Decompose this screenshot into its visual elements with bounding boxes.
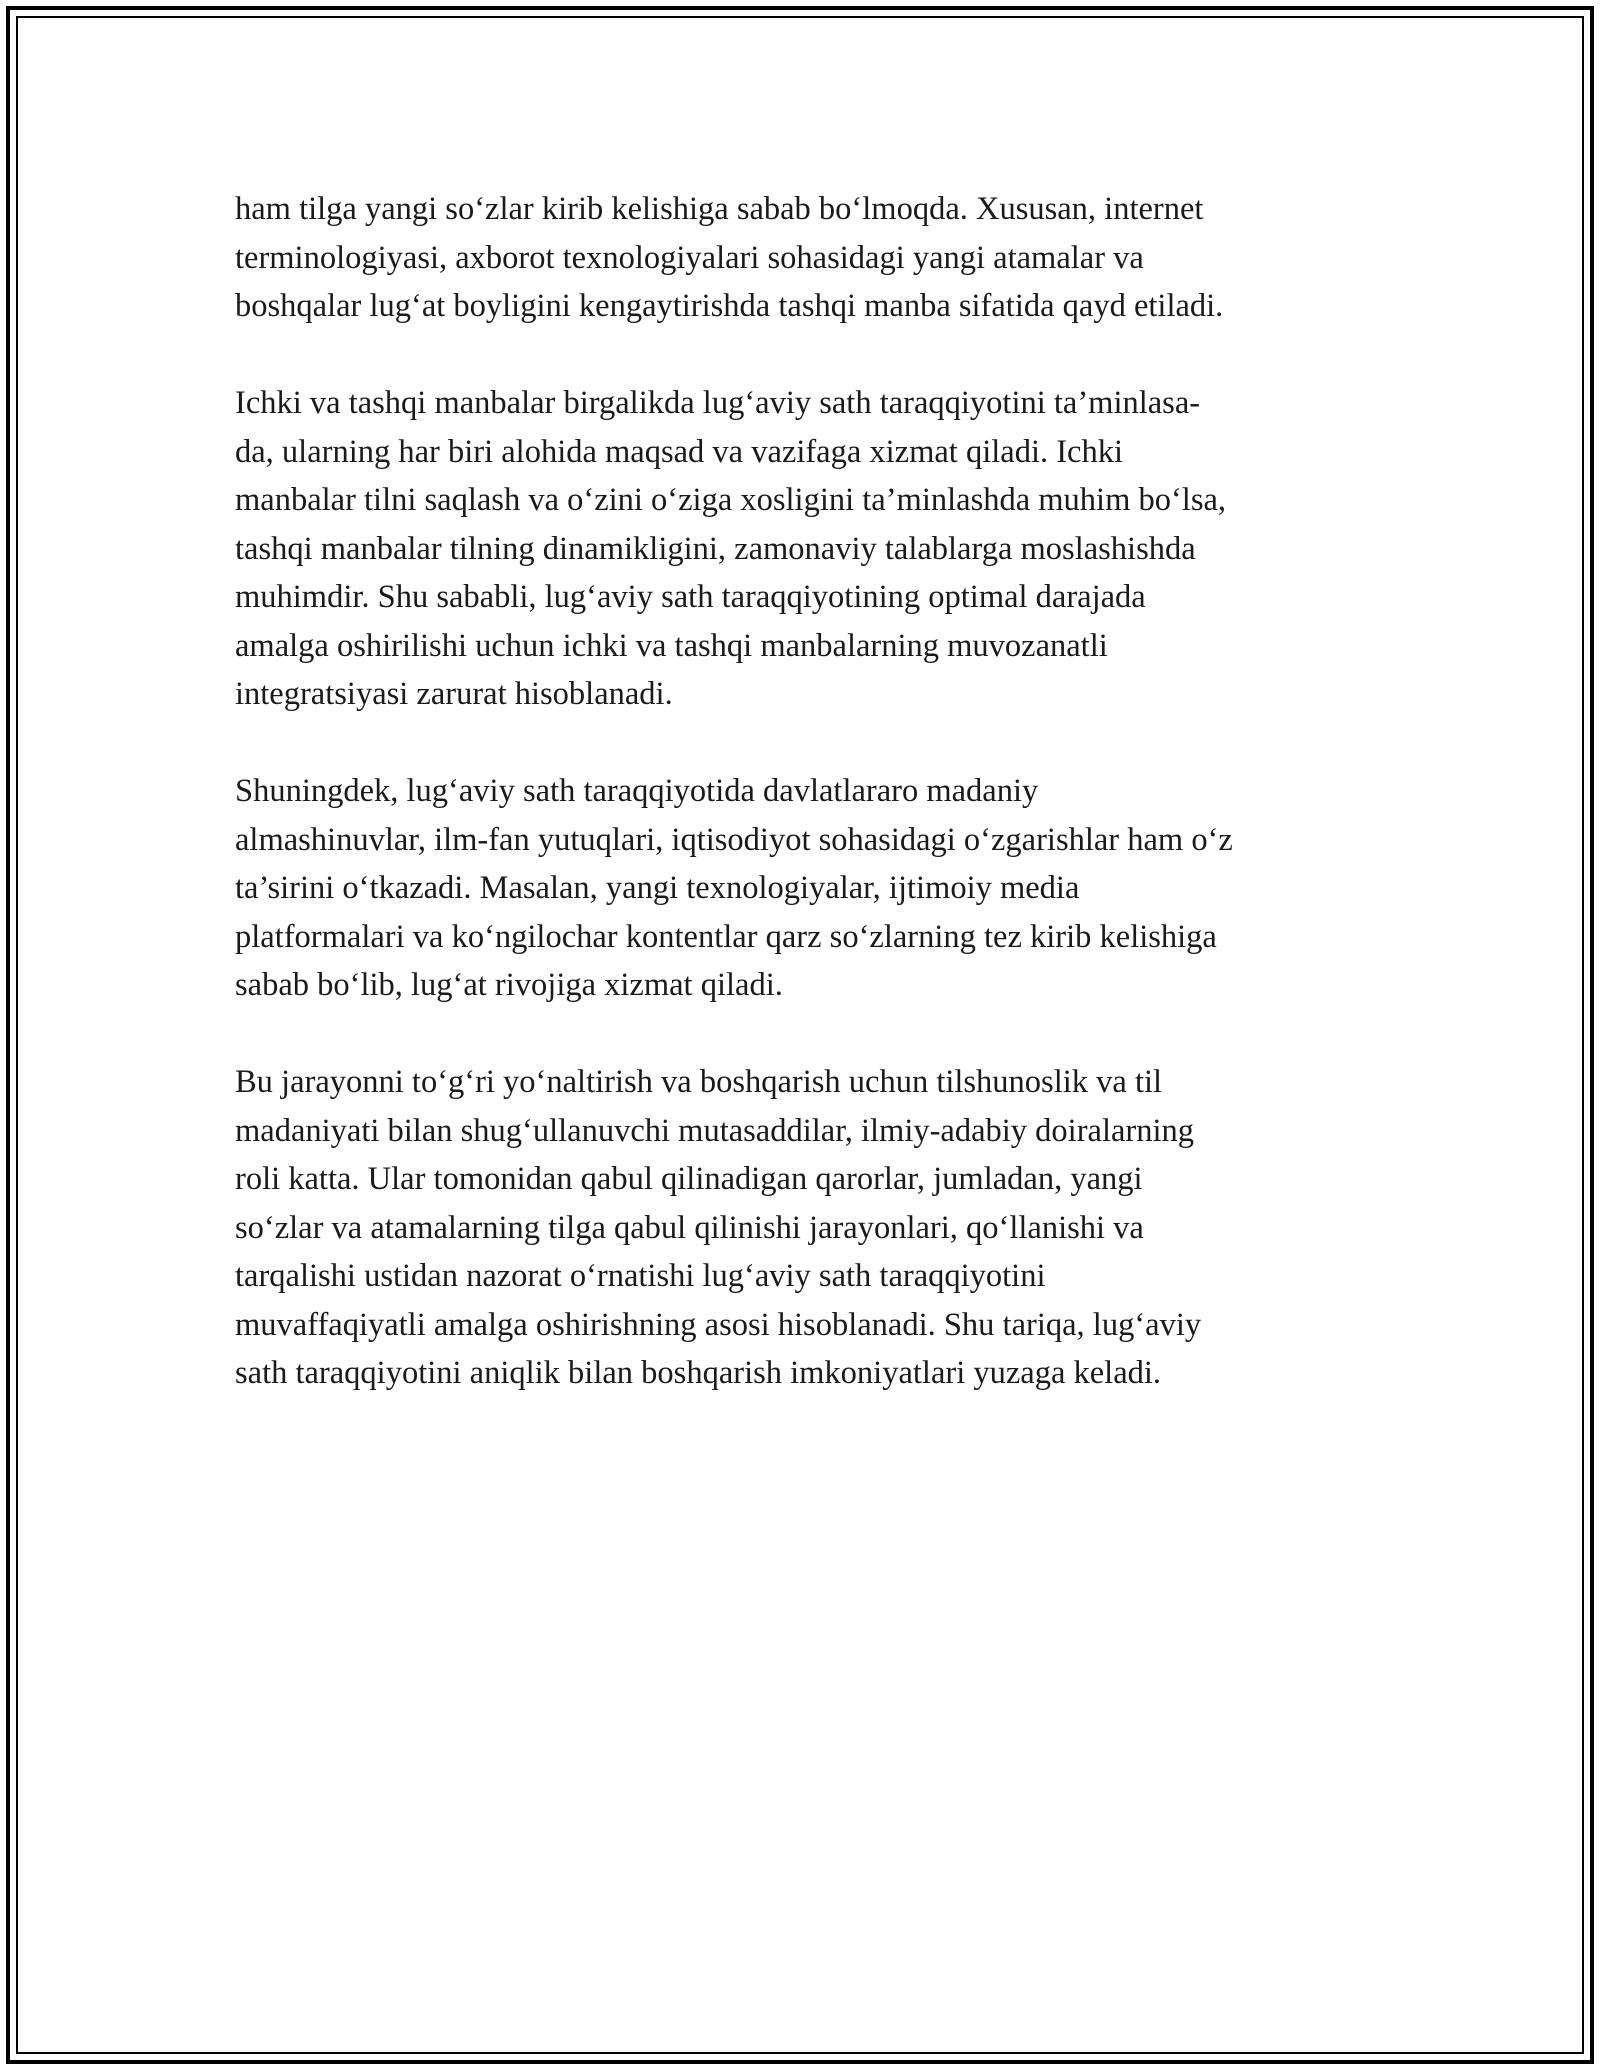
- text-line: da, ularning har biri alohida maqsad va vazifaga xizmat qiladi. Ichki: [235, 433, 1124, 470]
- text-line: Bu jarayonni to‘g‘ri yo‘naltirish va boshqarish uchun tilshunoslik va til: [235, 1064, 1163, 1100]
- text-line: boshqalar lug‘at boyligini kengaytirishda tashqi manba sifatida qayd etiladi.: [235, 288, 1224, 324]
- text-line: sabab bo‘lib, lug‘at rivojiga xizmat qiladi.: [235, 967, 783, 1003]
- text-line: ta’sirini o‘tkazadi. Masalan, yangi texnologiyalar, ijtimoiy media: [235, 870, 1080, 906]
- text-line: tarqalishi ustidan nazorat o‘rnatishi lug‘aviy sath taraqqiyotini: [235, 1258, 1046, 1294]
- paragraph-1: [235, 185, 1365, 331]
- text-line: muvaffaqiyatli amalga oshirishning asosi hisoblanadi. Shu tariqa, lug‘aviy: [235, 1306, 1202, 1343]
- text-line: so‘zlar va atamalarning tilga qabul qilinishi jarayonlari, qo‘llanishi va: [235, 1209, 1144, 1246]
- document-body: [235, 185, 1365, 1446]
- text-line: manbalar tilni saqlash va o‘zini o‘ziga xosligini ta’minlashda muhim bo‘lsa,: [235, 482, 1227, 518]
- text-line: muhimdir. Shu sababli, lug‘aviy sath taraqqiyotining optimal darajada: [235, 579, 1146, 615]
- text-line: amalga oshirilishi uchun ichki va tashqi manbalarning muvozanatli: [235, 627, 1108, 664]
- paragraph-2: [235, 379, 1365, 719]
- text-line: Shuningdek, lug‘aviy sath taraqqiyotida davlatlararo madaniy: [235, 773, 1039, 809]
- text-line: Ichki va tashqi manbalar birgalikda lug‘aviy sath taraqqiyotini ta’minlasa-: [235, 385, 1201, 421]
- text-line: madaniyati bilan shug‘ullanuvchi mutasaddilar, ilmiy-adabiy doiralarning: [235, 1112, 1195, 1149]
- paragraph-3: [235, 767, 1365, 1010]
- text-line: ham tilga yangi so‘zlar kirib kelishiga sabab bo‘lmoqda. Xususan, internet: [235, 191, 1204, 227]
- text-line: platformalari va ko‘ngilochar kontentlar qarz so‘zlarning tez kirib kelishiga: [235, 918, 1217, 955]
- text-line: almashinuvlar, ilm-fan yutuqlari, iqtisodiyot sohasidagi o‘zgarishlar ham o‘z: [235, 821, 1233, 858]
- text-line: sath taraqqiyotini aniqlik bilan boshqarish imkoniyatlari yuzaga keladi.: [235, 1355, 1162, 1391]
- text-line: roli katta. Ular tomonidan qabul qilinadigan qarorlar, jumladan, yangi: [235, 1161, 1143, 1197]
- text-line: integratsiyasi zarurat hisoblanadi.: [235, 676, 673, 712]
- text-line: tashqi manbalar tilning dinamikligini, zamonaviy talablarga moslashishda: [235, 530, 1196, 567]
- paragraph-4: [235, 1058, 1365, 1398]
- text-line: terminologiyasi, axborot texnologiyalari sohasidagi yangi atamalar va: [235, 239, 1144, 276]
